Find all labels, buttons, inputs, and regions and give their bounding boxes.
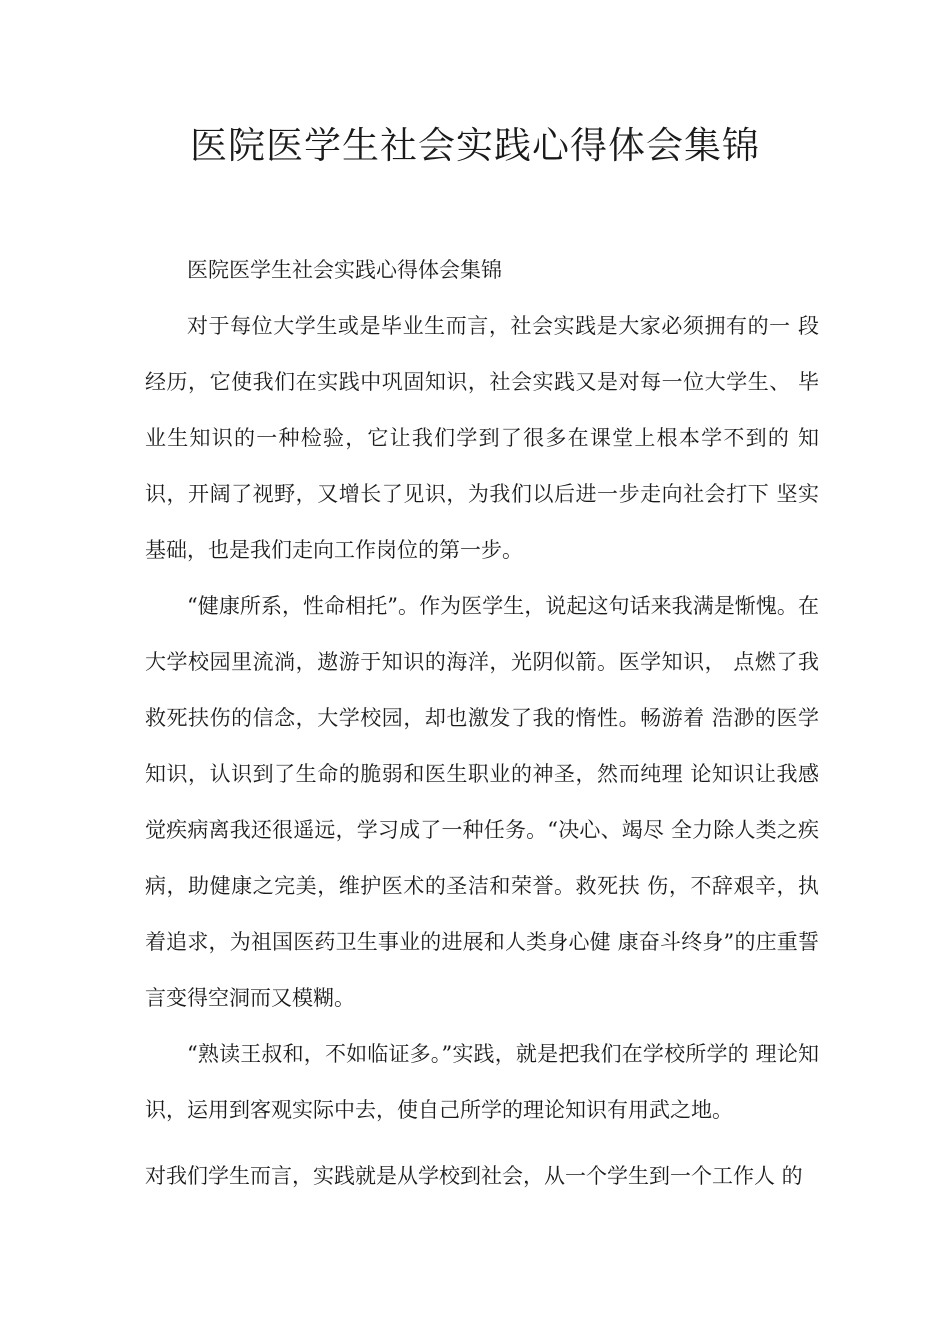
document-body: [145, 242, 819, 1204]
document-title: 医院医学生社会实践心得体会集锦: [190, 124, 760, 167]
paragraph-practice: “熟读王叔和，不如临证多。”实践，就是把我们在学校所学的 理论知识，运用到客观实际中去，使自己所学的理论知识有用武之地。: [145, 1042, 819, 1122]
paragraph-continuation: 对我们学生而言，实践就是从学校到社会，从一个学生到一个工作人 的: [145, 1164, 803, 1188]
subtitle-paragraph: 医院医学生社会实践心得体会集锦: [187, 258, 502, 282]
paragraph-intro: 对于每位大学生或是毕业生而言，社会实践是大家必须拥有的一 段经历，它使我们在实践中巩固知识，社会实践又是对每一位大学生、 毕业生知识的一种检验，它让我们学到了很多在课堂上根本学不到的 知识，开阔了视野，又增长了见识，为我们以后进一步走向社会打下 坚实基础，也是我们走向工作岗位的第一步。: [145, 314, 819, 562]
paragraph-oath: “健康所系，性命相托”。作为医学生，说起这句话来我满是惭愧。在大学校园里流淌，遨游于知识的海洋，光阴似箭。医学知识， 点燃了我救死扶伤的信念，大学校园，却也激发了我的惰性。畅游着 浩渺的医学知识，认识到了生命的脆弱和医生职业的神圣，然而纯理 论知识让我感觉疾病离我还很遥远，学习成了一种任务。“决心、竭尽 全力除人类之疾病，助健康之完美，维护医术的圣洁和荣誉。救死扶 伤，不辞艰辛，执着追求，为祖国医药卫生事业的进展和人类身心健 康奋斗终身”的庄重誓言变得空洞而又模糊。: [145, 594, 819, 1010]
